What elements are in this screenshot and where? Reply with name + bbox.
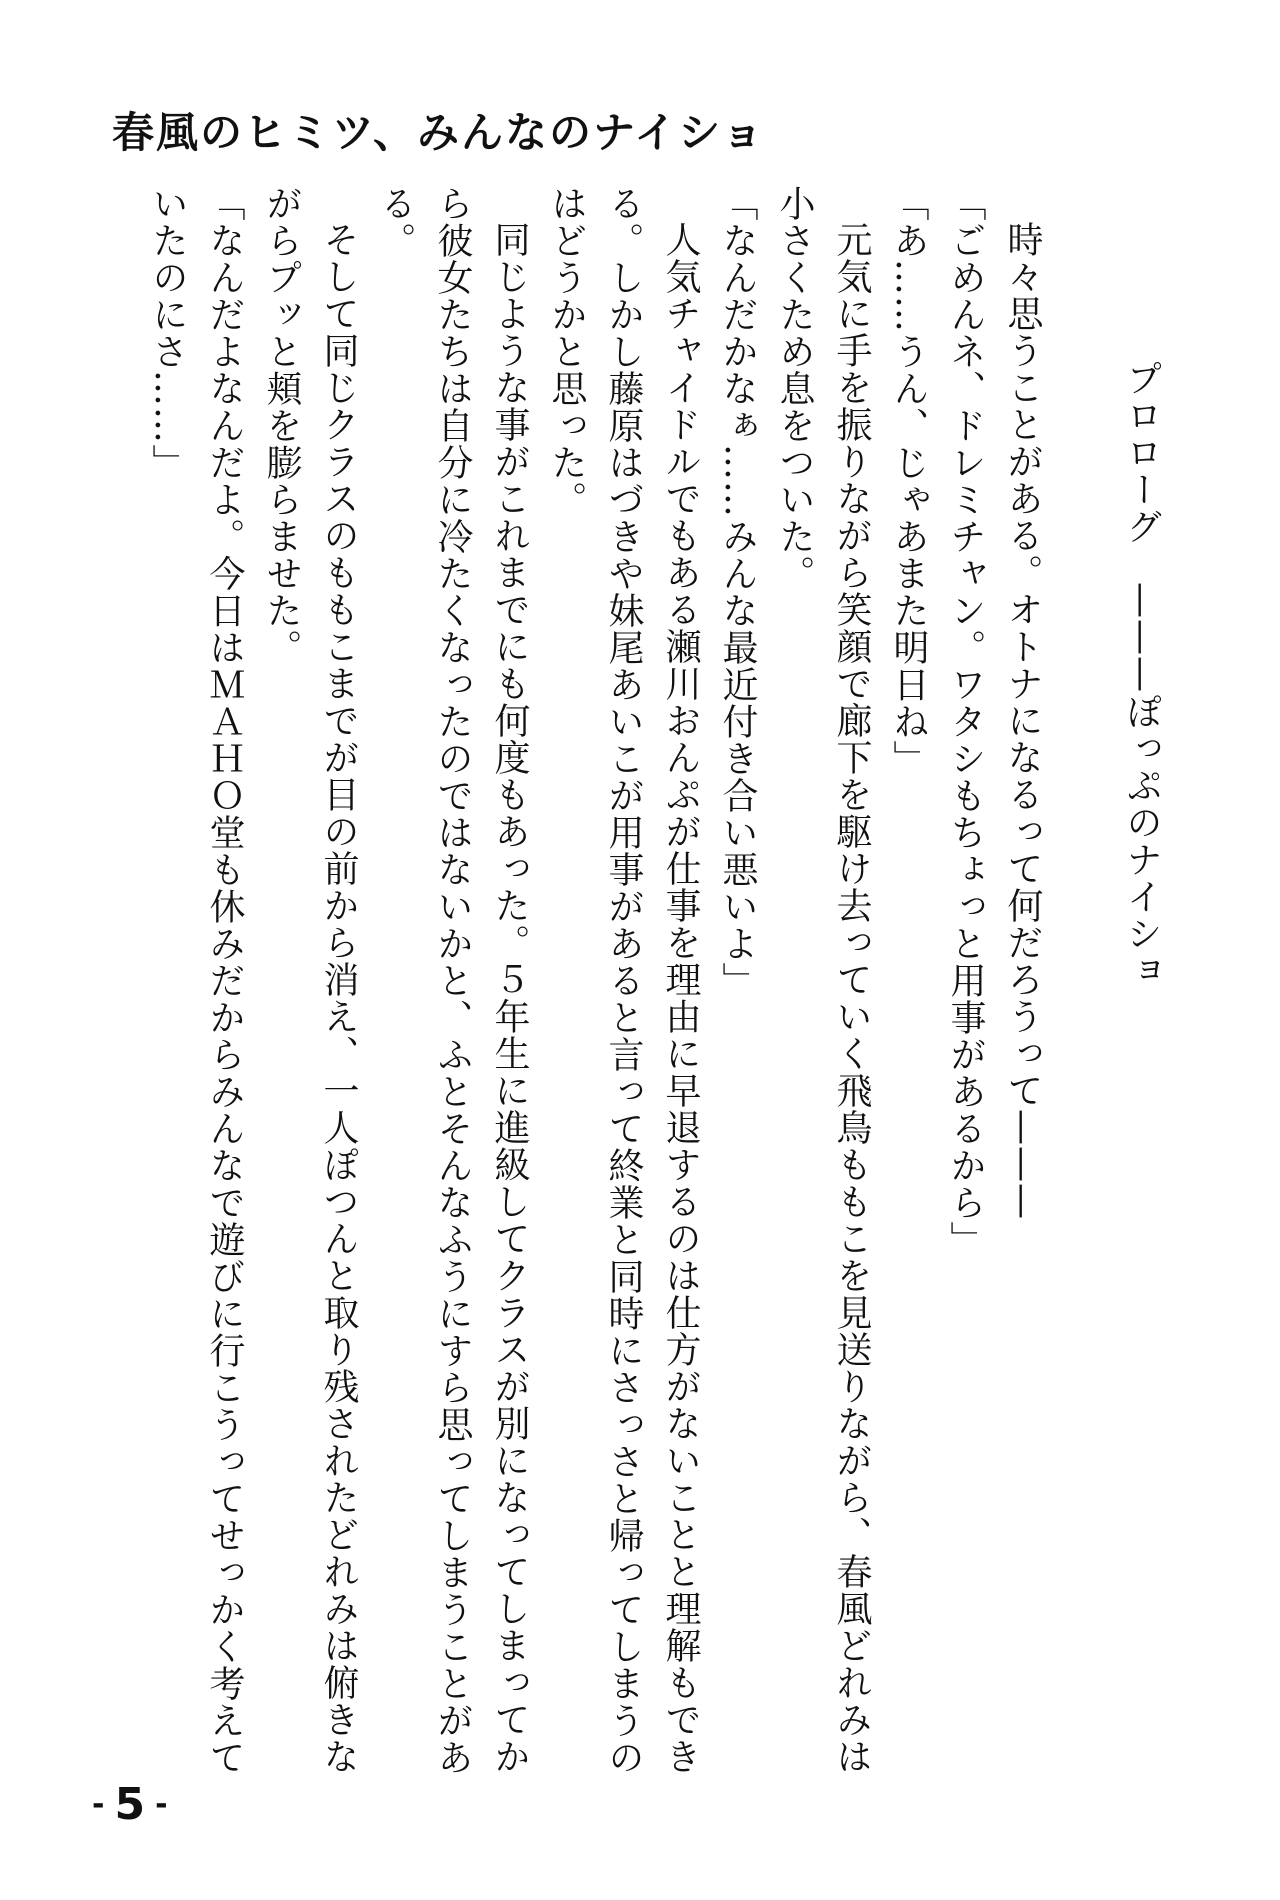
paragraph-4: 元気に手を振りながら笑顔で廊下を駆け去っていく飛鳥ももこを見送りながら、春風どれみは小さくため息をついた。: [774, 185, 872, 1775]
paragraph-1: 時々思うことがある。オトナになるって何だろうって———: [1002, 221, 1043, 1220]
footer-dash-right: -: [155, 1787, 168, 1822]
paragraph-2: 「ごめんネ、ドレミチャン。ワタシもちょっと用事があるから」: [945, 185, 986, 1258]
vertical-text-body: [120, 185, 1170, 1785]
page-number: 5: [114, 1779, 146, 1830]
paragraph-7: 同じような事がこれまでにも何度もあった。５年生に進級してクラスが別になってしまってから彼女たちは自分に冷たくなったのではないかと、ふとそんなふうにすら思ってしまうことがある。: [375, 185, 530, 1776]
page-footer: [92, 1779, 168, 1830]
footer-dash-left: -: [92, 1787, 105, 1822]
running-header-title: 春風のヒミツ、みんなのナイショ: [112, 108, 766, 157]
paragraph-6: 人気チャイドルでもある瀬川おんぷが仕事を理由に早退するのは仕方がないことと理解もできる。しかし藤原はづきや妹尾あいこが用事があると言って終業と同時にさっさと帰ってしまうのはどうかと思った。: [546, 185, 701, 1776]
paragraph-9: 「なんだよなんだよ。今日はＭＡＨＯ堂も休みだからみんなで遊びに行こうってせっかく考えていたのにさ……」: [147, 185, 245, 1776]
chapter-title: プロローグ ———ぽっぷのナイショ: [1121, 360, 1162, 989]
paragraph-3: 「あ……うん、じゃあまた明日ね」: [888, 185, 929, 777]
paragraph-8: そして同じクラスのももこまでが目の前から消え、一人ぽつんと取り残されたどれみは俯きながらプッと頬を膨らませた。: [261, 185, 359, 1775]
paragraph-5: 「なんだかなぁ……みんな最近付き合い悪いよ」: [717, 185, 758, 999]
